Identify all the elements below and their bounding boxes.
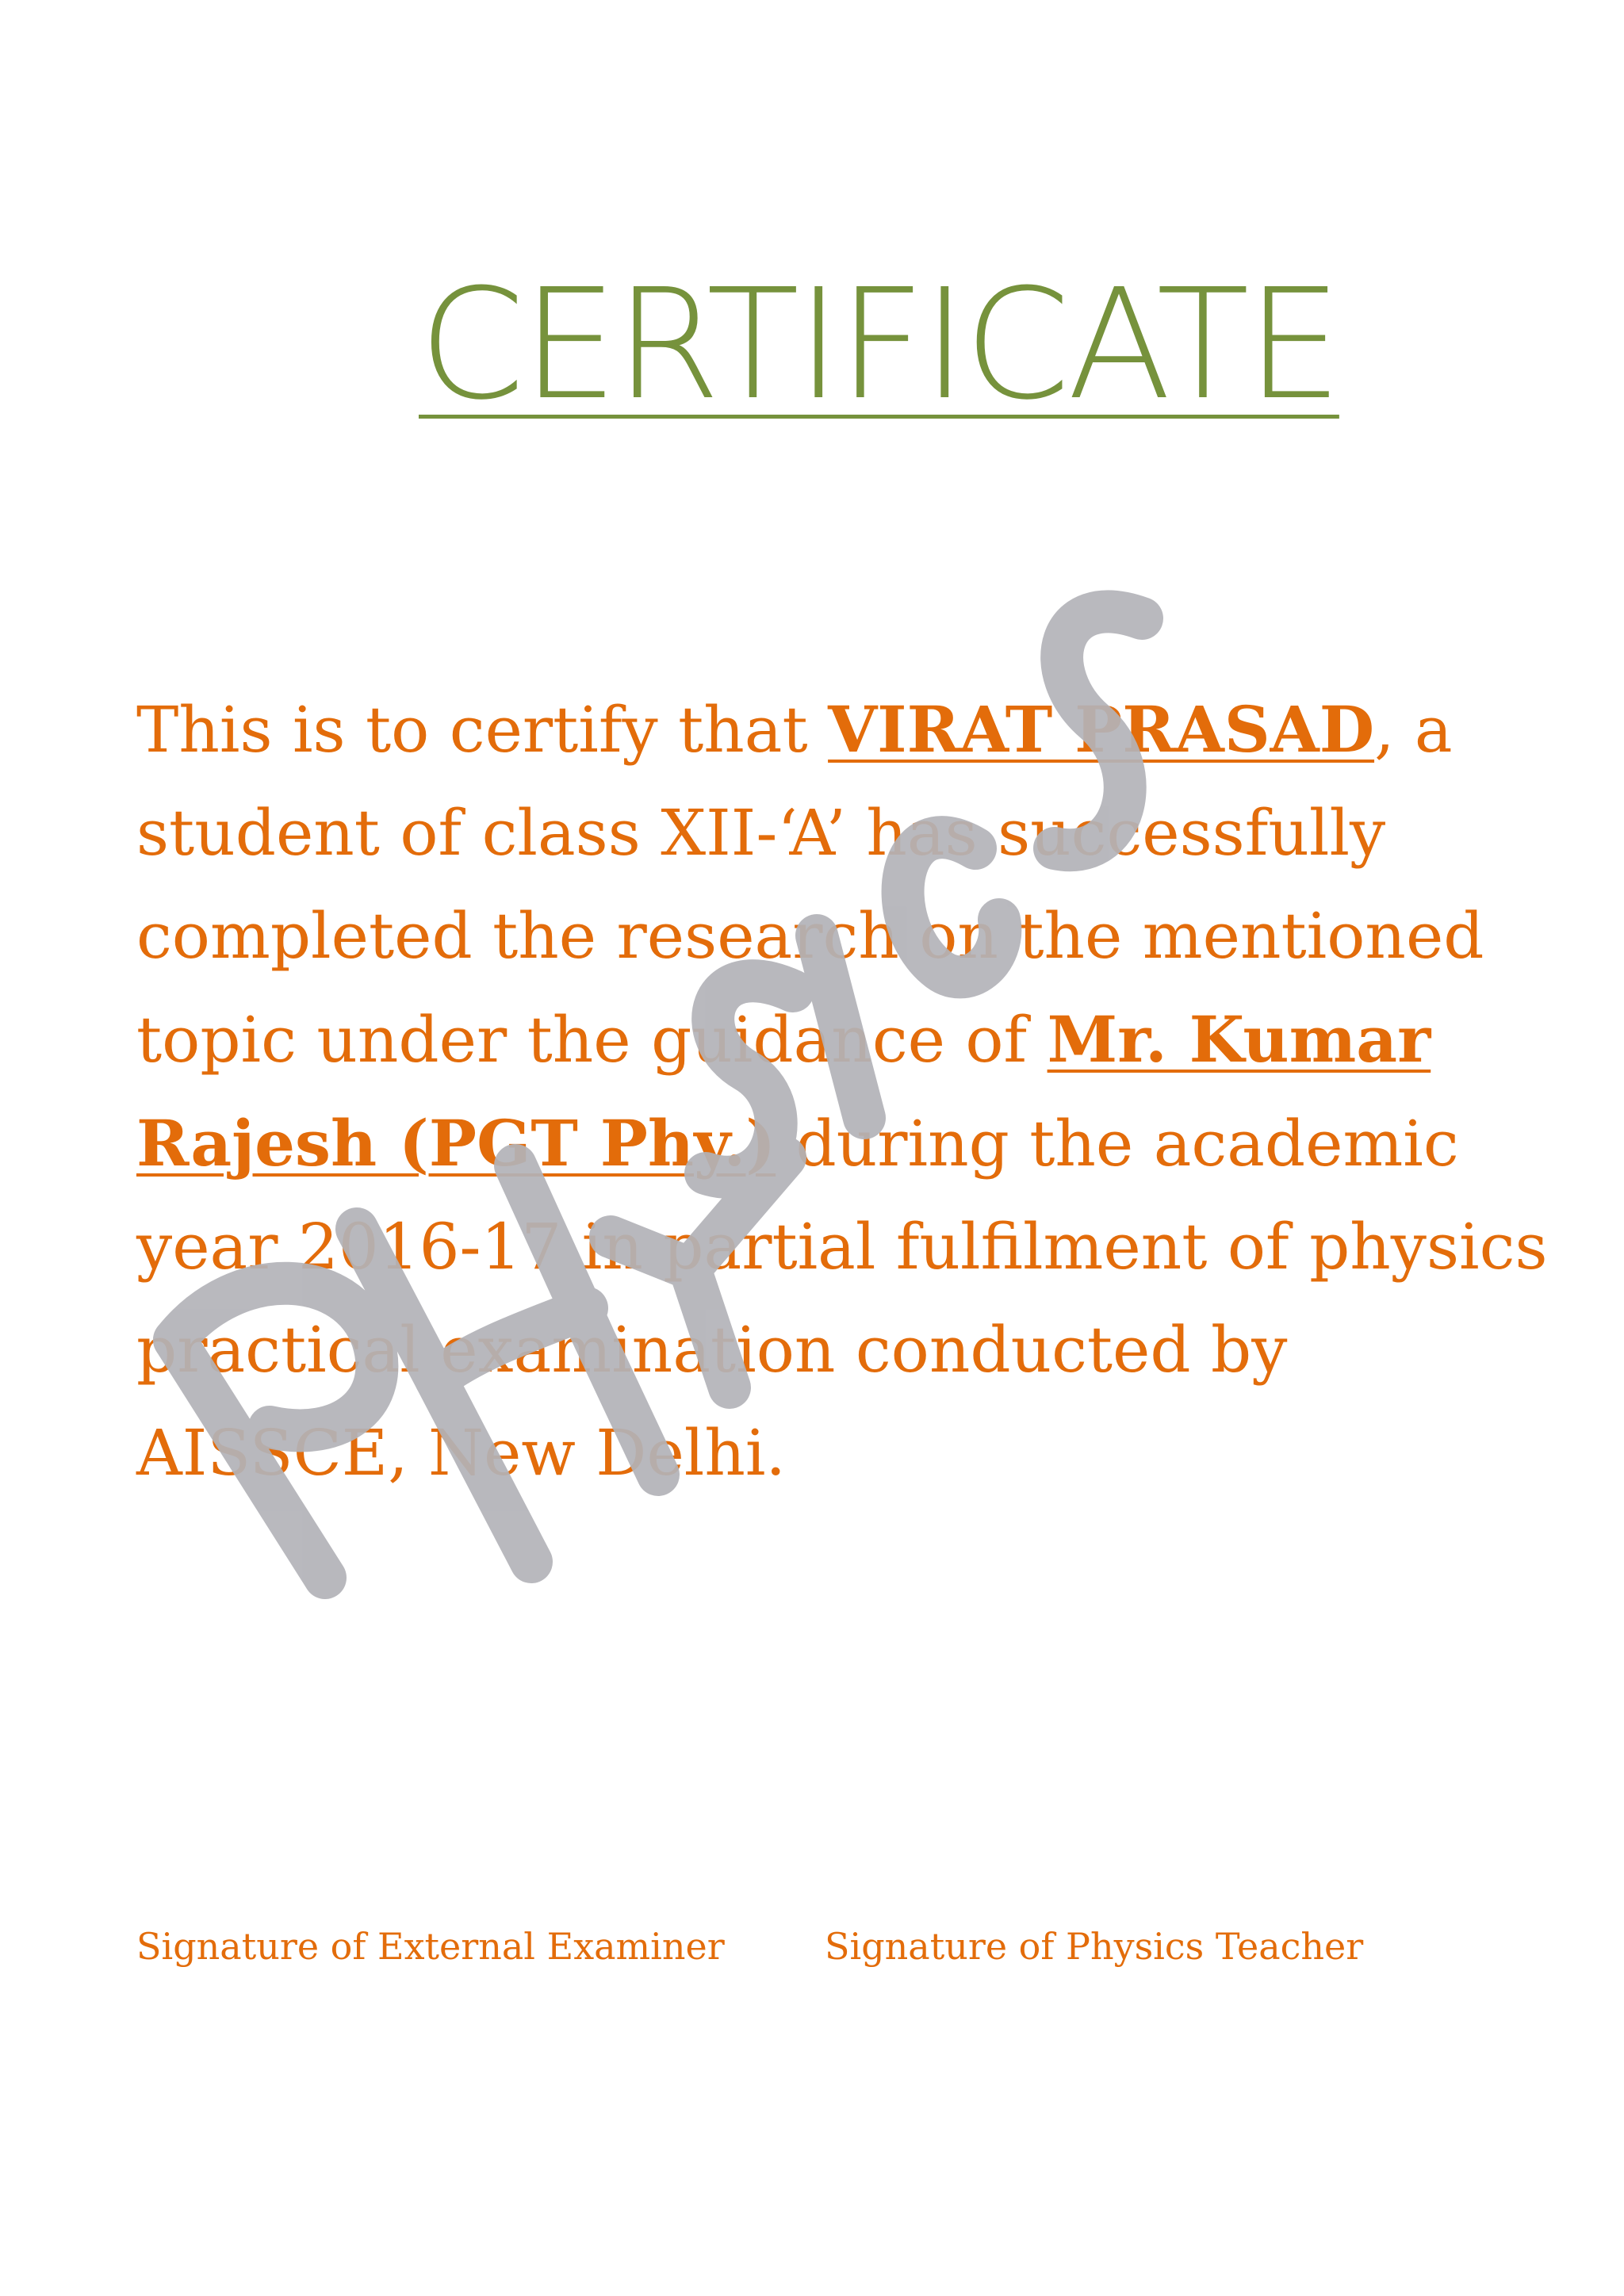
body-end: during the academic year 2016-17 in partial fulfilment of physics practical examination conducted by AISSCE, New Delhi. — [136, 1107, 1548, 1490]
body-middle: , a student of class XII-‘A’ has successfully completed the research on the mentioned topic under the guidance of — [136, 693, 1484, 1077]
certificate-title: CERTIFICATE — [419, 257, 1339, 434]
student-name: VIRAT PRASAD — [828, 692, 1375, 767]
physics-teacher-signature-label: Signature of Physics Teacher — [825, 1925, 1364, 1968]
body-intro: This is to certify that — [136, 693, 829, 767]
guide-name: Mr. Kumar Rajesh (PGT Phy.) — [136, 1002, 1431, 1181]
external-examiner-signature-label: Signature of External Examiner — [136, 1925, 725, 1968]
certificate-body — [136, 678, 1564, 1505]
